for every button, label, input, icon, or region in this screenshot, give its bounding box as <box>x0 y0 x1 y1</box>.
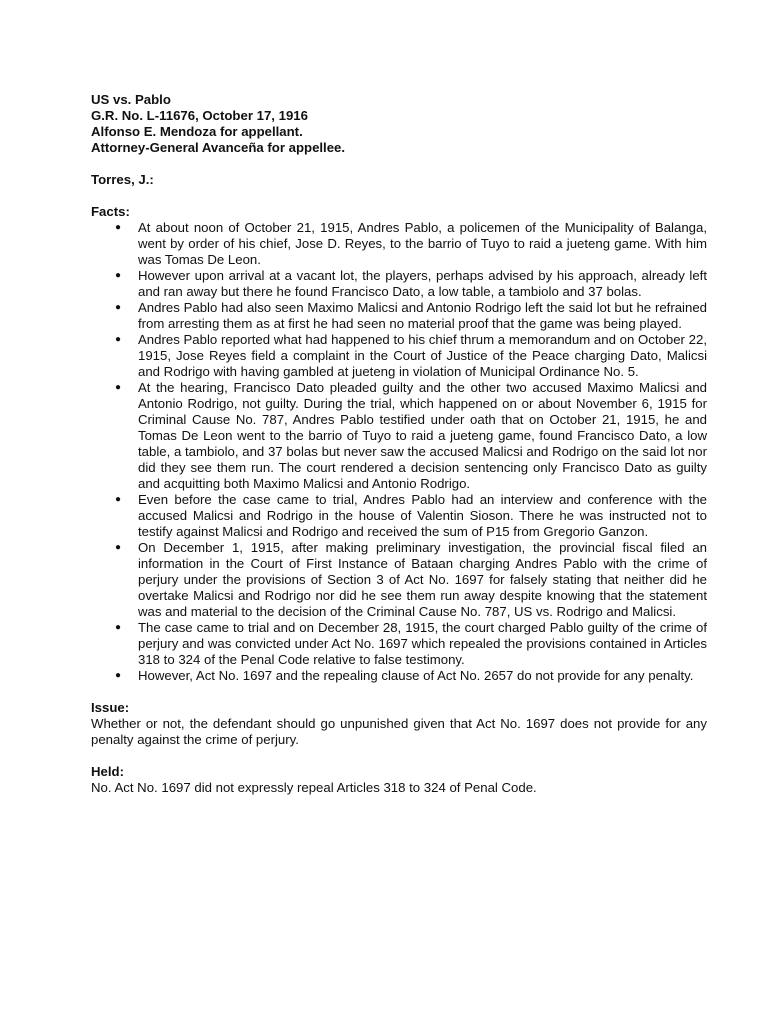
list-item-text: However upon arrival at a vacant lot, the players, perhaps advised by his approach, already left and ran away but there he found Francisco Dato, a low table, a tambiolo and 37 bolas. <box>138 268 707 299</box>
gr-number: G.R. No. L-11676, October 17, 1916 <box>91 108 308 123</box>
list-item-text: At about noon of October 21, 1915, Andres Pablo, a policemen of the Municipality of Balanga, went by order of his chief, Jose D. Reyes, to the barrio of Tuyo to raid a jueteng game. With him was Tomas De Leon. <box>138 220 707 267</box>
bullet-icon: ● <box>115 670 122 681</box>
list-item-text: However, Act No. 1697 and the repealing clause of Act No. 2657 do not provide for any penalty. <box>138 668 694 683</box>
list-item <box>91 620 707 668</box>
facts-title: Facts: <box>91 204 130 219</box>
case-title: US vs. Pablo <box>91 92 171 107</box>
list-item <box>91 268 707 300</box>
bullet-icon: ● <box>115 382 122 393</box>
list-item <box>91 300 707 332</box>
list-item-text: Andres Pablo reported what had happened to his chief thrum a memorandum and on October 22, 1915, Jose Reyes field a complaint in the Court of Justice of the Peace charging Dato, Malicsi and Rodrigo with having gambled at jueteng in violation of Municipal Ordinance No. 5. <box>138 332 707 379</box>
list-item <box>91 540 707 620</box>
bullet-icon: ● <box>115 542 122 553</box>
spacer <box>91 748 707 764</box>
held-section <box>91 764 707 796</box>
document-page <box>91 92 707 796</box>
bullet-icon: ● <box>115 494 122 505</box>
appellee-counsel: Attorney-General Avanceña for appellee. <box>91 140 346 155</box>
list-item-text: Even before the case came to trial, Andres Pablo had an interview and conference with the accused Malicsi and Rodrigo in the house of Valentin Sioson. There he was instructed not to testify against Malicsi and Rodrigo and received the sum of P15 from Gregorio Ganzon. <box>138 492 707 539</box>
issue-title: Issue: <box>91 700 130 715</box>
list-item-text: Andres Pablo had also seen Maximo Malicsi and Antonio Rodrigo left the said lot but he refrained from arresting them as at first he had seen no material proof that the game was being played. <box>138 300 707 331</box>
spacer <box>91 684 707 700</box>
list-item <box>91 220 707 268</box>
issue-section <box>91 700 707 748</box>
bullet-icon: ● <box>115 302 122 313</box>
held-text: No. Act No. 1697 did not expressly repeal Articles 318 to 324 of Penal Code. <box>91 780 537 795</box>
bullet-icon: ● <box>115 334 122 345</box>
case-header <box>91 92 707 156</box>
list-item <box>91 332 707 380</box>
list-item-text: The case came to trial and on December 28, 1915, the court charged Pablo guilty of the crime of perjury and was convicted under Act No. 1697 which repealed the provisions contained in Articles 318 to 324 of the Penal Code relative to false testimony. <box>138 620 707 667</box>
bullet-icon: ● <box>115 622 122 633</box>
spacer <box>91 156 707 172</box>
bullet-icon: ● <box>115 270 122 281</box>
list-item-text: On December 1, 1915, after making preliminary investigation, the provincial fiscal filed an information in the Court of First Instance of Bataan charging Andres Pablo with the crime of perjury under the provisions of Section 3 of Act No. 1697 for falsely stating that neither did he overtake Malicsi and Rodrigo nor did he see them run away despite knowing that the statement was and material to the decision of the Criminal Cause No. 787, US vs. Rodrigo and Malicsi. <box>138 540 707 619</box>
bullet-icon: ● <box>115 222 122 233</box>
appellant-counsel: Alfonso E. Mendoza for appellant. <box>91 124 303 139</box>
facts-section <box>91 204 707 684</box>
held-title: Held: <box>91 764 124 779</box>
ponente: Torres, J.: <box>91 172 154 187</box>
list-item <box>91 668 707 684</box>
list-item <box>91 380 707 492</box>
list-item <box>91 492 707 540</box>
facts-list <box>91 220 707 684</box>
list-item-text: At the hearing, Francisco Dato pleaded guilty and the other two accused Maximo Malicsi and Antonio Rodrigo, not guilty. During the trial, which happened on or about November 6, 1915 for Criminal Cause No. 787, Andres Pablo testified under oath that on October 21, 1915, he and Tomas De Leon went to the barrio of Tuyo to raid a jueteng game, found Francisco Dato, a low table, a tambiolo, and 37 bolas but never saw the accused Malicsi and Rodrigo on the said lot nor did they see them run. The court rendered a decision sentencing only Francisco Dato as guilty and acquitting both Maximo Malicsi and Antonio Rodrigo. <box>138 380 707 491</box>
issue-text: Whether or not, the defendant should go unpunished given that Act No. 1697 does not provide for any penalty against the crime of perjury. <box>91 716 707 747</box>
spacer <box>91 188 707 204</box>
